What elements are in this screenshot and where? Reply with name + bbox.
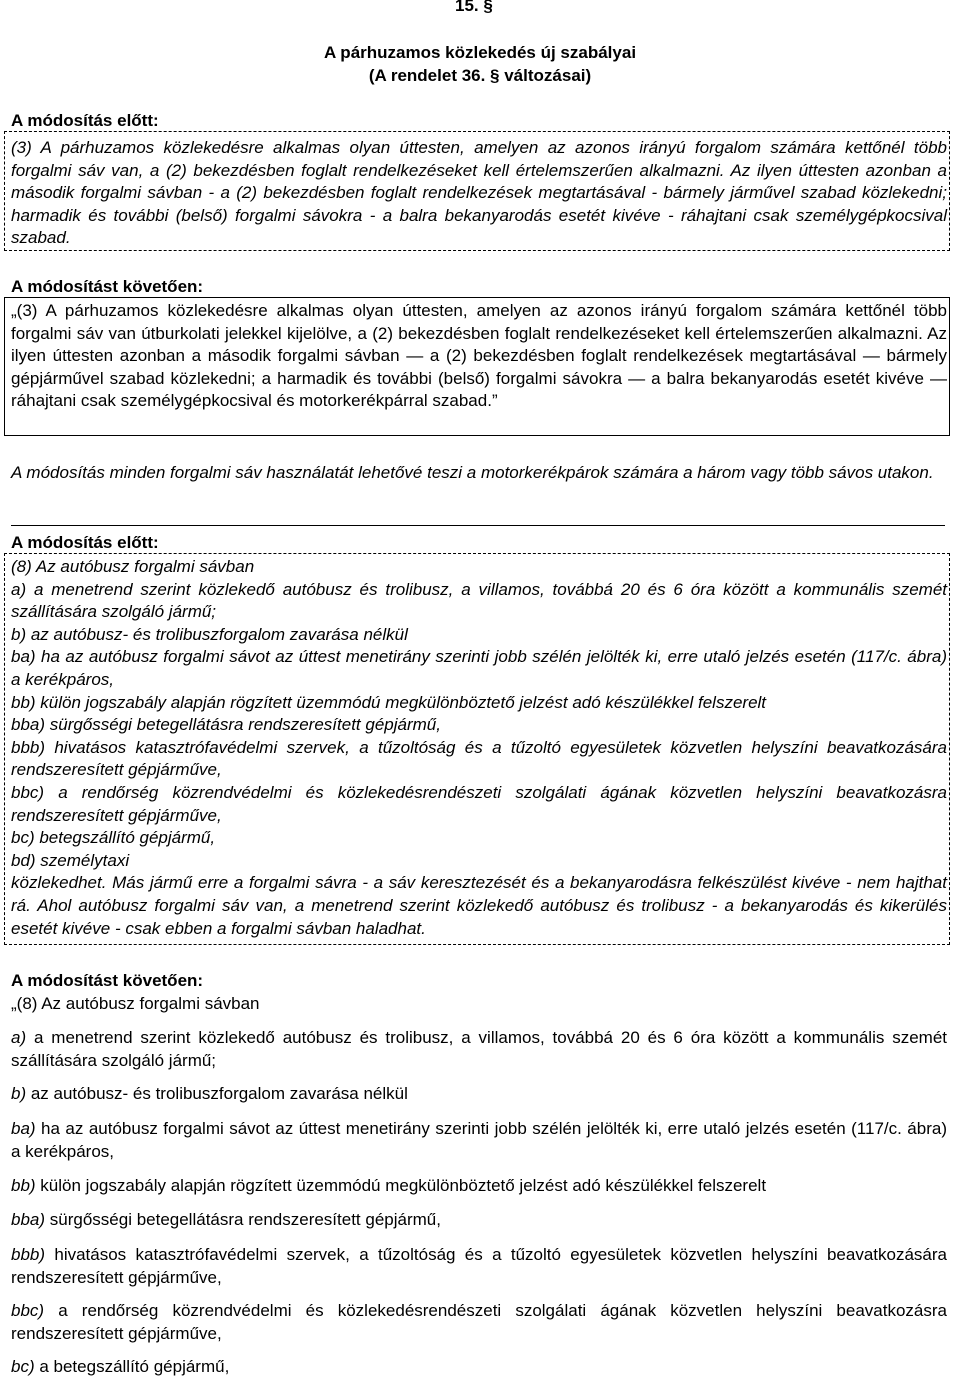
before-text-1: (3) A párhuzamos közlekedésre alkalmas olyan úttesten, amelyen az azonos irányú forgalom számára kettőnél több forgalmi sáv van, a (2) bekezdésben foglalt rendelkezéseket kell értelemszerűen alkalmazni. Az ilyen úttesten azonban a második forgalmi sávban - a (2) bekezdésben foglalt rendelkezések megtartásával - bármely járművel szabad közlekedni; harmadik és további (belső) forgalmi sávokra - a balra bekanyarodás esetét kivéve - ráhajtani csak személygépkocsival szabad. <box>11 138 947 248</box>
after-item-b: b) az autóbusz- és trolibuszforgalom zavarása nélkül <box>11 1084 408 1103</box>
document-title: A párhuzamos közlekedés új szabályai <box>323 43 637 62</box>
after-item-bc: bc) a betegszállító gépjármű, <box>11 1357 230 1376</box>
list-item: bc) betegszállító gépjármű, <box>11 828 216 848</box>
list-item: bbb) hivatásos katasztrófavédelmi szervek, a tűzoltóság és a tűzoltó egyesületek közvetlen helyszíni beavatkozására rendszeresített gépjárműve, <box>11 737 947 780</box>
before-list-2 <box>11 556 947 940</box>
list-item: b) az autóbusz- és trolibuszforgalom zavarása nélkül <box>11 624 408 644</box>
section-divider <box>11 525 945 526</box>
amendment-note: A módosítás minden forgalmi sáv használatát lehetővé teszi a motorkerékpárok számára a három vagy több sávos utakon. <box>11 463 934 482</box>
after-label-1: A módosítást követően: <box>11 277 204 296</box>
after-label-2: A módosítást követően: <box>11 971 204 990</box>
list-item: közlekedhet. Más jármű erre a forgalmi sávra - a sáv keresztezését és a bekanyarodásra felkészülést kivéve - nem hajthat rá. Ahol autóbusz forgalmi sáv van, a menetrend szerint közlekedő autóbusz és trolibusz - a bekanyarodás és kikerülés esetét kivéve - csak ebben a forgalmi sávban haladhat. <box>11 873 947 938</box>
list-item: bba) sürgősségi betegellátásra rendszeresített gépjármű, <box>11 715 441 735</box>
after-item-bb: bb) külön jogszabály alapján rögzített üzemmódú megkülönböztető jelzést adó készülékkel felszerelt <box>11 1176 767 1195</box>
after-item-intro: „(8) Az autóbusz forgalmi sávban <box>11 994 260 1013</box>
after-item-ba: ba) ha az autóbusz forgalmi sávot az úttest menetirány szerinti jobb szélén jelölték ki, erre utaló jelzés esetén (117/c. ábra) a kerékpáros, <box>11 1119 947 1161</box>
before-label-2: A módosítás előtt: <box>11 533 159 552</box>
list-item: ba) ha az autóbusz forgalmi sávot az úttest menetirány szerinti jobb szélén jelölték ki, erre utaló jelzés esetén (117/c. ábra) a kerékpáros, <box>11 647 947 689</box>
list-item: a) a menetrend szerint közlekedő autóbusz és trolibusz, a villamos, továbbá 20 és 6 óra között a kommunális szemét szállítására szolgáló jármű; <box>11 579 947 622</box>
list-item: bb) külön jogszabály alapján rögzített üzemmódú megkülönböztető jelzést adó készülékkel felszerelt <box>11 692 767 712</box>
after-item-bbb: bbb) hivatásos katasztrófavédelmi szervek, a tűzoltóság és a tűzoltó egyesületek közvetlen helyszíni beavatkozására rendszeresített gépjárműve, <box>11 1245 947 1287</box>
list-item: bd) személytaxi <box>11 850 130 870</box>
before-label-1: A módosítás előtt: <box>11 111 159 130</box>
after-item-a: a) a menetrend szerint közlekedő autóbusz és trolibusz, a villamos, továbbá 20 és 6 óra között a kommunális szemét szállítására szolgáló jármű; <box>11 1028 947 1070</box>
page-number: 15. § <box>455 0 493 15</box>
after-item-bbc: bbc) a rendőrség közrendvédelmi és közlekedésrendészeti szolgálati ágának közvetlen helyszíni beavatkozásra rendszeresített gépjárműve, <box>11 1301 947 1343</box>
document-subtitle: (A rendelet 36. § változásai) <box>368 66 592 85</box>
after-item-bba: bba) sürgősségi betegellátásra rendszeresített gépjármű, <box>11 1210 441 1229</box>
list-item: (8) Az autóbusz forgalmi sávban <box>11 557 255 576</box>
after-text-1: „(3) A párhuzamos közlekedésre alkalmas olyan úttesten, amelyen az azonos irányú forgalom számára kettőnél több forgalmi sáv van útburkolati jelekkel kijelölve, a (2) bekezdésben foglalt rendelkezéseket kell értelemszerűen alkalmazni. Az ilyen úttesten azonban a második forgalmi sávban — a (2) bekezdésben foglalt rendelkezések megtartásával — bármely gépjárművel szabad közlekedni; a harmadik és további (belső) forgalmi sávokra — a balra bekanyarodás esetét kivéve — ráhajtani csak személygépkocsival és motorkerékpárral szabad.” <box>11 301 947 411</box>
list-item: bbc) a rendőrség közrendvédelmi és közlekedésrendészeti szolgálati ágának közvetlen helyszíni beavatkozásra rendszeresített gépjárműve, <box>11 782 947 825</box>
